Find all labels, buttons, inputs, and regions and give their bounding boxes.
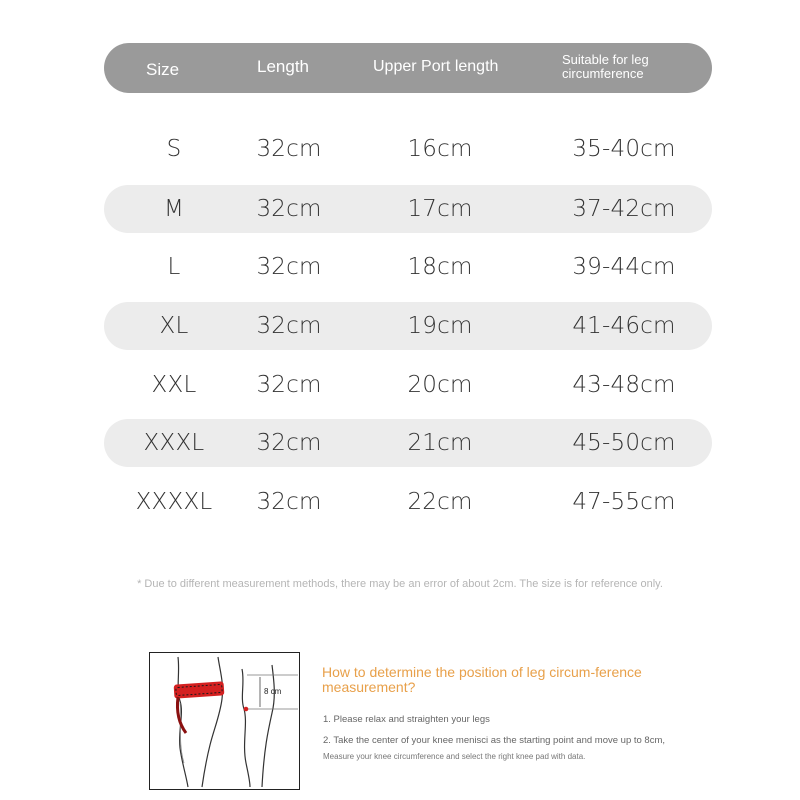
table-row: [104, 302, 712, 350]
length-cell: 32cm: [256, 489, 322, 515]
table-row: [104, 125, 712, 173]
table-row: [104, 419, 712, 467]
length-cell: 32cm: [256, 372, 322, 398]
header-upper-port-length: Upper Port length: [373, 58, 499, 75]
length-cell: 32cm: [256, 254, 322, 280]
length-cell: 32cm: [256, 196, 322, 222]
guide-title: How to determine the position of leg circum-ference measurement?: [322, 664, 642, 695]
suitable-cell: 37-42cm: [572, 196, 676, 222]
guide-step-3: Measure your knee circumference and select the right knee pad with data.: [323, 752, 586, 761]
size-cell: XL: [159, 313, 189, 339]
length-cell: 32cm: [256, 430, 322, 456]
size-cell: M: [163, 196, 185, 222]
knee-measurement-diagram: [149, 652, 300, 790]
upper-cell: 21cm: [407, 430, 473, 456]
table-row: [104, 243, 712, 291]
suitable-cell: 43-48cm: [572, 372, 676, 398]
upper-cell: 20cm: [407, 372, 473, 398]
diagram-measure-label: 8 cm: [264, 687, 282, 696]
disclaimer-note: * Due to different measurement methods, there may be an error of about 2cm. The size is for reference only.: [137, 578, 663, 590]
size-cell: XXXL: [143, 430, 205, 456]
guide-step-2: 2. Take the center of your knee menisci as the starting point and move up to 8cm,: [323, 735, 666, 746]
header-suitable: Suitable for leg circumference: [562, 52, 649, 81]
table-row: [104, 185, 712, 233]
knee-center-marker: [244, 707, 249, 712]
length-cell: 32cm: [256, 313, 322, 339]
suitable-cell: 39-44cm: [572, 254, 676, 280]
upper-cell: 22cm: [407, 489, 473, 515]
size-cell: XXL: [151, 372, 197, 398]
suitable-cell: 41-46cm: [572, 313, 676, 339]
suitable-cell: 47-55cm: [572, 489, 676, 515]
size-cell: S: [166, 136, 182, 162]
header-length: Length: [257, 57, 309, 76]
leg-illustration: [150, 653, 299, 789]
table-header: [104, 43, 712, 93]
table-row: [104, 478, 712, 526]
upper-cell: 17cm: [407, 196, 473, 222]
suitable-cell: 45-50cm: [572, 430, 676, 456]
guide-step-1: 1. Please relax and straighten your legs: [323, 714, 490, 725]
upper-cell: 19cm: [407, 313, 473, 339]
size-cell: L: [167, 254, 181, 280]
suitable-cell: 35-40cm: [572, 136, 676, 162]
table-row: [104, 361, 712, 409]
size-cell: XXXXL: [135, 489, 213, 515]
header-size: Size: [146, 60, 180, 79]
upper-cell: 16cm: [407, 136, 473, 162]
upper-cell: 18cm: [407, 254, 473, 280]
length-cell: 32cm: [256, 136, 322, 162]
